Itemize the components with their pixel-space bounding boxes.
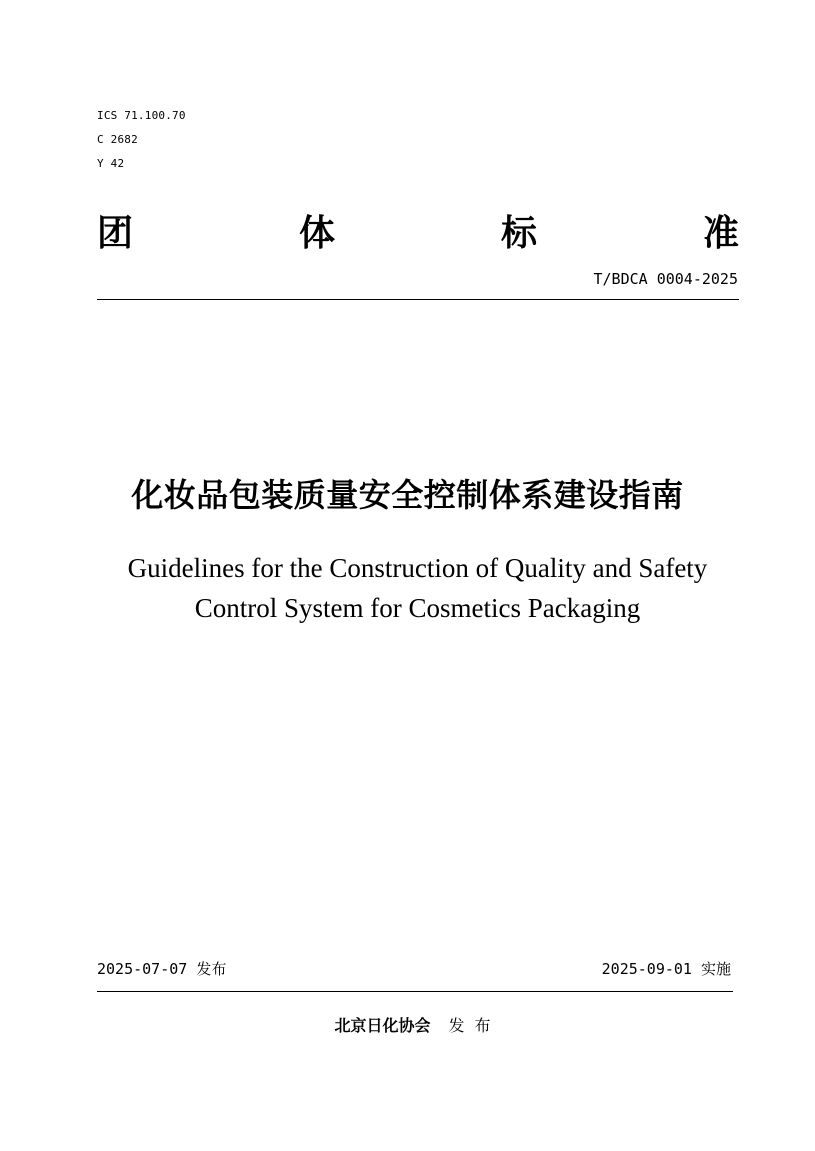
standard-type-char: 体 [298, 212, 335, 254]
y-code: Y 42 [97, 157, 125, 170]
standard-type-char: 团 [97, 212, 134, 254]
ics-code: ICS 71.100.70 [97, 109, 186, 122]
ccs-code: C 2682 [97, 133, 138, 146]
standard-number: T/BDCA 0004-2025 [593, 270, 738, 288]
effective-date: 2025-09-01 实施 [601, 960, 731, 978]
classification-codes [97, 104, 186, 176]
title-chinese: 化妆品包装质量安全控制体系建设指南 [131, 476, 684, 514]
publisher-action: 发布 [448, 1016, 501, 1035]
standard-type-char: 准 [702, 212, 739, 254]
bottom-divider [97, 991, 733, 992]
standard-type-char: 标 [500, 212, 537, 254]
standard-type-heading [97, 200, 739, 260]
publisher-organization: 北京日化协会 [334, 1016, 431, 1035]
title-english-line-2: Control System for Cosmetics Packaging [194, 593, 641, 623]
publisher-line [0, 1013, 815, 1036]
title-english [0, 548, 815, 628]
publish-date: 2025-07-07 发布 [97, 960, 227, 978]
title-english-line-1: Guidelines for the Construction of Quality and Safety [127, 553, 708, 583]
top-divider [97, 299, 739, 300]
